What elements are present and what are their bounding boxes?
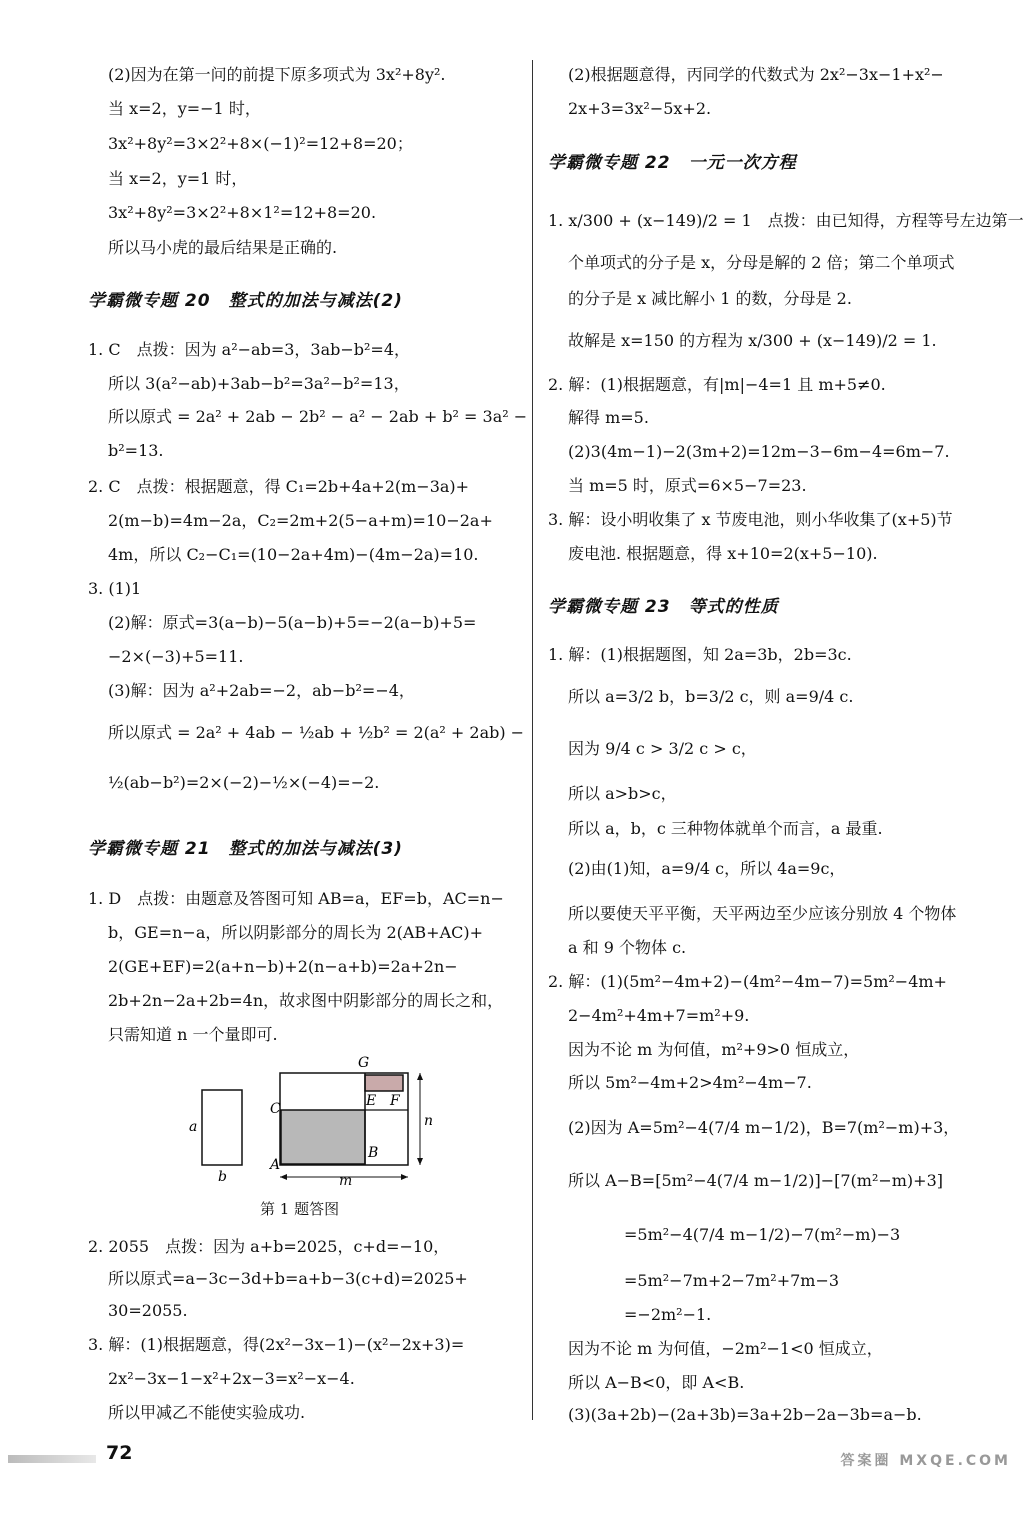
text-line: 3x²+8y²=3×2²+8×(−1)²=12+8=20； <box>108 134 413 153</box>
label-C: C <box>270 1101 281 1117</box>
text-line: 1. 解：(1)根据题图，知 2a=3b，2b=3c. <box>548 645 852 664</box>
figure-caption: 第 1 题答图 <box>260 1200 340 1218</box>
text-line: 所以原式 = 2a² + 4ab − ½ab + ½b² = 2(a² + 2ab) − <box>108 723 525 742</box>
text-line: (3)(3a+2b)−(2a+3b)=3a+2b−2a−3b=a−b. <box>568 1405 922 1424</box>
section-heading-20: 学霸微专题 20 整式的加法与减法(2) <box>88 291 403 311</box>
text-line: 2. 解：(1)(5m²−4m+2)−(4m²−4m−7)=5m²−4m+ <box>548 972 947 991</box>
text-line: (2)因为 A=5m²−4(7/4 m−1/2)，B=7(m²−m)+3， <box>568 1118 960 1137</box>
text-line: 1. C 点拨：因为 a²−ab=3，3ab−b²=4， <box>88 340 411 359</box>
text-line: 2. C 点拨：根据题意，得 C₁=2b+4a+2(m−3a)+ <box>88 477 470 496</box>
text-line: ½(ab−b²)=2×(−2)−½×(−4)=−2. <box>108 773 380 792</box>
label-B: B <box>368 1145 379 1161</box>
section-heading-22: 学霸微专题 22 一元一次方程 <box>548 153 797 173</box>
answer-figure-1 <box>184 1055 520 1225</box>
text-line: 所以 a=3/2 b，b=3/2 c，则 a=9/4 c. <box>568 687 854 706</box>
text-line: (2)3(4m−1)−2(3m+2)=12m−3−6m−4=6m−7. <box>568 442 950 461</box>
text-line: b²=13. <box>108 441 164 460</box>
text-line: 废电池. 根据题意，得 x+10=2(x+5−10). <box>568 544 878 563</box>
text-line: 2. 2055 点拨：因为 a+b=2025，c+d=−10， <box>88 1237 450 1256</box>
text-line: 2(GE+EF)=2(a+n−b)+2(n−a+b)=2a+2n− <box>108 957 458 976</box>
label-F: F <box>390 1093 400 1109</box>
text-line: 所以原式=a−3c−3d+b=a+b−3(c+d)=2025+ <box>108 1269 468 1288</box>
text-line: 所以甲减乙不能使实验成功. <box>108 1403 306 1422</box>
text-line: 所以 a>b>c， <box>568 784 677 803</box>
watermark-logo: 答案圈 MXQE.COM <box>840 1453 1011 1469</box>
text-line: 解得 m=5. <box>568 408 649 427</box>
text-line: 因为不论 m 为何值，m²+9>0 恒成立， <box>568 1040 860 1059</box>
text-line: 所以原式 = 2a² + 2ab − 2b² − a² − 2ab + b² = 3a² − <box>108 407 528 426</box>
text-line: 1. x/300 + (x−149)/2 = 1 点拨：由已知得，方程等号左边第一 <box>548 211 1024 230</box>
text-line: =5m²−7m+2−7m²+7m−3 <box>624 1271 840 1290</box>
text-line: 3. 解：(1)根据题意，得(2x²−3x−1)−(x²−2x+3)= <box>88 1335 465 1354</box>
text-line: (2)根据题意得，丙同学的代数式为 2x²−3x−1+x²− <box>568 65 944 84</box>
section-heading-23: 学霸微专题 23 等式的性质 <box>548 597 779 617</box>
arrowhead <box>417 1158 423 1165</box>
section-heading-21: 学霸微专题 21 整式的加法与减法(3) <box>88 839 403 859</box>
page-number: 72 <box>106 1442 133 1464</box>
rect-ab <box>202 1090 242 1165</box>
shaded-block-right <box>365 1075 403 1091</box>
column-divider <box>532 60 533 1420</box>
text-line: (3)解：因为 a²+2ab=−2，ab−b²=−4， <box>108 681 415 700</box>
text-line: 30=2055. <box>108 1301 188 1320</box>
text-line: a 和 9 个物体 c. <box>568 938 687 957</box>
text-line: 2x²−3x−1−x²+2x−3=x²−x−4. <box>108 1369 355 1388</box>
text-line: 故解是 x=150 的方程为 x/300 + (x−149)/2 = 1. <box>568 331 937 350</box>
arrowhead <box>417 1073 423 1080</box>
text-line: =−2m²−1. <box>624 1305 712 1324</box>
text-line: 当 m=5 时，原式=6×5−7=23. <box>568 476 807 495</box>
text-line: 1. D 点拨：由题意及答图可知 AB=a，EF=b，AC=n− <box>88 889 504 908</box>
text-line: 3. 解：设小明收集了 x 节废电池，则小华收集了(x+5)节 <box>548 510 953 529</box>
shaded-block-left <box>281 1110 365 1164</box>
text-line: 4m，所以 C₂−C₁=(10−2a+4m)−(4m−2a)=10. <box>108 545 479 564</box>
text-line: 当 x=2，y=−1 时， <box>108 99 261 118</box>
text-line: 2b+2n−2a+2b=4n，故求图中阴影部分的周长之和， <box>108 991 504 1010</box>
text-line: 2x+3=3x²−5x+2. <box>568 99 712 118</box>
text-line: (2)因为在第一问的前提下原多项式为 3x²+8y². <box>108 65 446 84</box>
text-line: 个单项式的分子是 x，分母是解的 2 倍；第二个单项式 <box>568 253 955 272</box>
text-line: 当 x=2，y=1 时， <box>108 169 248 188</box>
label-E: E <box>366 1093 377 1109</box>
text-line: 所以 3(a²−ab)+3ab−b²=3a²−b²=13， <box>108 374 410 393</box>
text-line: −2×(−3)+5=11. <box>108 647 244 666</box>
text-line: (2)由(1)知，a=9/4 c，所以 4a=9c， <box>568 859 846 878</box>
text-line: b，GE=n−a，所以阴影部分的周长为 2(AB+AC)+ <box>108 923 484 942</box>
text-line: 所以 A−B<0，即 A<B. <box>568 1373 745 1392</box>
text-line: 所以马小虎的最后结果是正确的. <box>108 238 338 257</box>
text-line: 的分子是 x 减比解小 1 的数，分母是 2. <box>568 289 852 308</box>
arrowhead <box>401 1174 408 1180</box>
text-line: 所以 A−B=[5m²−4(7/4 m−1/2)]−[7(m²−m)+3] <box>568 1171 944 1190</box>
arrowhead <box>280 1174 287 1180</box>
text-line: 因为不论 m 为何值，−2m²−1<0 恒成立， <box>568 1339 883 1358</box>
label-m: m <box>339 1173 353 1189</box>
text-line: 3. (1)1 <box>88 579 142 598</box>
text-line: 2−4m²+4m+7=m²+9. <box>568 1006 750 1025</box>
text-line: 所以要使天平平衡，天平两边至少应该分别放 4 个物体 <box>568 904 957 923</box>
text-line: 所以 a，b，c 三种物体就单个而言，a 最重. <box>568 819 883 838</box>
text-line: 3x²+8y²=3×2²+8×1²=12+8=20. <box>108 203 377 222</box>
text-line: 只需知道 n 一个量即可. <box>108 1025 278 1044</box>
text-line: =5m²−4(7/4 m−1/2)−7(m²−m)−3 <box>624 1225 901 1244</box>
text-line: 因为 9/4 c > 3/2 c > c， <box>568 739 757 758</box>
label-A: A <box>270 1157 281 1173</box>
text-line: (2)解：原式=3(a−b)−5(a−b)+5=−2(a−b)+5= <box>108 613 477 632</box>
page-number-bar <box>8 1455 96 1463</box>
label-b: b <box>218 1169 227 1185</box>
label-n: n <box>424 1113 434 1129</box>
text-line: 2(m−b)=4m−2a，C₂=2m+2(5−a+m)=10−2a+ <box>108 511 493 530</box>
label-G: G <box>358 1055 370 1071</box>
text-line: 所以 5m²−4m+2>4m²−4m−7. <box>568 1073 812 1092</box>
text-line: 2. 解：(1)根据题意，有|m|−4=1 且 m+5≠0. <box>548 375 886 394</box>
label-a: a <box>189 1119 198 1135</box>
